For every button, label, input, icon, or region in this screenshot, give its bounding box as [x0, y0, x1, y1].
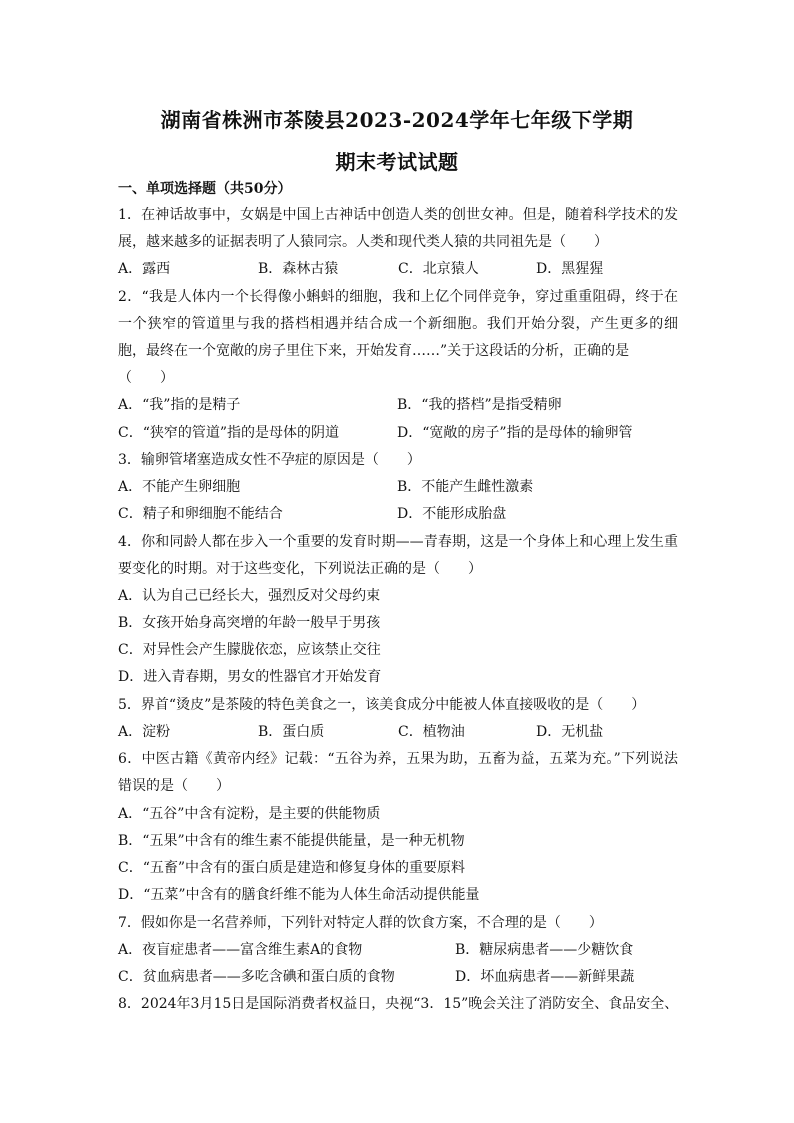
q7-option-a: A．夜盲症患者——富含维生素A的食物: [118, 942, 363, 958]
question-1-line-2: 展，越来越多的证据表明了人猿同宗。人类和现代类人猿的共同祖先是（ ）: [118, 234, 608, 250]
q3-option-a: A．不能产生卵细胞: [118, 479, 241, 495]
q4-option-b: B．女孩开始身高突增的年龄一般早于男孩: [118, 615, 381, 631]
q2-option-b: B．“我的搭档”是指受精卵: [397, 397, 562, 413]
question-6-line-1: 6．中医古籍《黄帝内经》记载：“五谷为养，五果为助，五畜为益，五菜为充。”下列说法: [118, 751, 678, 767]
q5-option-a: A．淀粉: [118, 724, 171, 740]
q1-option-b: B．森林古猿: [258, 261, 339, 277]
question-3-line-1: 3．输卵管堵塞造成女性不孕症的原因是（ ）: [118, 452, 421, 468]
q3-option-d: D．不能形成胎盘: [397, 506, 507, 522]
q7-option-d: D．坏血病患者——新鲜果蔬: [455, 969, 635, 985]
question-2-line-4: （ ）: [118, 370, 174, 386]
q4-option-c: C．对异性会产生朦胧依恋，应该禁止交往: [118, 642, 381, 658]
q6-option-a: A．“五谷”中含有淀粉，是主要的供能物质: [118, 806, 381, 822]
q5-option-c: C．植物油: [398, 724, 465, 740]
question-4-line-1: 4．你和同龄人都在步入一个重要的发育时期——青春期，这是一个身体上和心理上发生重: [118, 534, 678, 550]
question-2-line-1: 2．“我是人体内一个长得像小蝌蚪的细胞，我和上亿个同伴竞争，穿过重重阻碍，终于在: [118, 289, 678, 305]
q7-option-c: C．贫血病患者——多吃含碘和蛋白质的食物: [118, 969, 395, 985]
q4-option-d: D．进入青春期，男女的性器官才开始发育: [118, 669, 382, 685]
question-8-line-1: 8．2024年3月15日是国际消费者权益日，央视“3．15”晚会关注了消防安全、食品安全、: [118, 996, 679, 1012]
question-6-line-2: 错误的是（ ）: [118, 778, 230, 794]
q1-option-d: D．黑猩猩: [536, 261, 604, 277]
q5-option-b: B．蛋白质: [258, 724, 325, 740]
q2-option-d: D．“宽敞的房子”指的是母体的输卵管: [397, 425, 633, 441]
q4-option-a: A．认为自己已经长大，强烈反对父母约束: [118, 588, 381, 604]
question-1-line-1: 1．在神话故事中，女娲是中国上古神话中创造人类的创世女神。但是，随着科学技术的发: [118, 207, 678, 223]
title-line-1: 湖南省株洲市茶陵县2023-2024学年七年级下学期: [160, 108, 634, 132]
q1-option-c: C．北京猿人: [398, 261, 479, 277]
q2-option-a: A．“我”指的是精子: [118, 397, 241, 413]
q3-option-c: C．精子和卵细胞不能结合: [118, 506, 283, 522]
title-line-2: 期末考试试题: [335, 150, 459, 174]
q6-option-c: C．“五畜”中含有的蛋白质是建造和修复身体的重要原料: [118, 860, 466, 876]
section-heading: 一、单项选择题（共50分）: [118, 181, 292, 197]
q6-option-d: D．“五菜”中含有的膳食纤维不能为人体生命活动提供能量: [118, 887, 480, 903]
question-4-line-2: 要变化的时期。对于这些变化，下列说法正确的是（ ）: [118, 561, 482, 577]
question-2-line-2: 一个狭窄的管道里与我的搭档相遇并结合成一个新细胞。我们开始分裂，产生更多的细: [118, 316, 678, 332]
q6-option-b: B．“五果”中含有的维生素不能提供能量，是一种无机物: [118, 833, 465, 849]
q7-option-b: B．糖尿病患者——少糖饮食: [455, 942, 634, 958]
q3-option-b: B．不能产生雌性激素: [397, 479, 534, 495]
q2-option-c: C．“狭窄的管道”指的是母体的阴道: [118, 425, 340, 441]
question-2-line-3: 胞，最终在一个宽敞的房子里住下来，开始发育……”关于这段话的分析，正确的是: [118, 343, 630, 359]
q1-option-a: A．露西: [118, 261, 171, 277]
question-5-line-1: 5．界首“烫皮”是茶陵的特色美食之一，该美食成分中能被人体直接吸收的是（ ）: [118, 697, 646, 713]
q5-option-d: D．无机盐: [536, 724, 604, 740]
question-7-line-1: 7．假如你是一名营养师，下列针对特定人群的饮食方案，不合理的是（ ）: [118, 915, 603, 931]
